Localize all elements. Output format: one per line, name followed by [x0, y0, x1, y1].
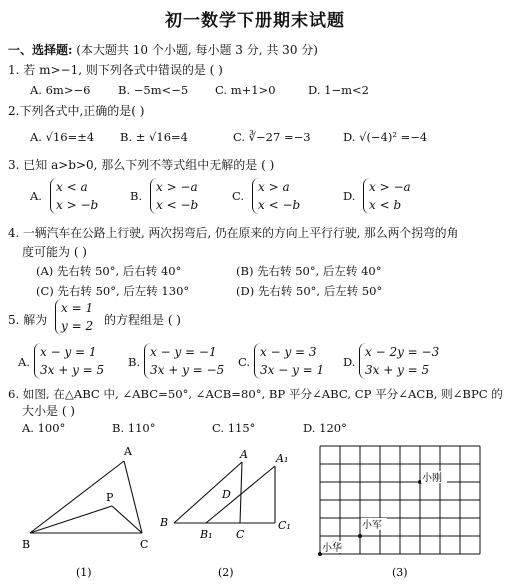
q6-stem-line2: 大小是 ( ) [22, 404, 75, 418]
q5-sol-line1: x = 1 [61, 301, 94, 315]
q3-option-a-system [50, 178, 98, 214]
q3-d-line1: x > −a [369, 180, 411, 194]
q4-option-b: (B) 先右转 50°, 后左转 40° [236, 264, 382, 278]
q3-d-line2: x < b [369, 198, 402, 212]
figure-3-grid [310, 440, 510, 584]
section-desc: (本大题共 10 个小题, 每小题 3 分, 共 30 分) [76, 43, 318, 57]
fig2-label-a1: A₁ [276, 452, 289, 465]
q3-b-line2: x < −b [156, 198, 199, 212]
fig2-side-ac [240, 462, 242, 523]
q1-stem: 1. 若 m>−1, 则下列各式中错误的是 ( ) [8, 63, 223, 77]
q6-option-c: C. 115° [212, 421, 256, 435]
q5-sol-line2: y = 2 [61, 319, 94, 333]
q5-b-line2: 3x + y = −5 [150, 363, 225, 377]
q3-c-line2: x < −b [258, 198, 301, 212]
q6-option-b: B. 110° [112, 421, 156, 435]
figure-1-triangle [0, 440, 160, 584]
fig1-segment-bp [30, 506, 112, 533]
fig2-label-b: B [160, 516, 169, 529]
fig1-caption: (1) [76, 566, 92, 579]
fig1-label-a: A [124, 445, 132, 458]
q2-option-a: A. √16=±4 [30, 130, 95, 144]
q3-a-line2: x > −b [56, 198, 99, 212]
q3-c-label: C. [232, 189, 245, 203]
fig2-label-c1: C₁ [278, 519, 291, 532]
fig1-label-p: P [106, 491, 114, 504]
q1-option-a: A. 6m>−6 [30, 83, 91, 97]
q5-a-line1: x − y = 1 [40, 345, 97, 359]
q1-option-d: D. 1−m<2 [308, 83, 369, 97]
fig2-label-d: D [222, 488, 231, 501]
q4-option-c: (C) 先右转 50°, 后左转 130° [36, 284, 190, 298]
q3-a-label: A. [30, 189, 42, 203]
fig3-point-xiaojun [358, 534, 362, 538]
q2-option-c: C. ∛−27 =−3 [233, 130, 311, 144]
fig1-label-b: B [22, 538, 31, 551]
fig1-segment-pc [112, 506, 142, 533]
q4-stem-line1: 4. 一辆汽车在公路上行驶, 两次拐弯后, 仍在原来的方向上平行行驶, 那么两个拐弯的角 [8, 226, 459, 240]
fig2-label-a: A [240, 448, 248, 461]
fig3-grid-lines [320, 446, 480, 554]
q5-b-line1: x − y = −1 [150, 345, 217, 359]
q5-d-line2: 3x + y = 5 [365, 363, 430, 377]
q2-stem: 2.下列各式中,正确的是( ) [8, 104, 145, 118]
q6-stem-line1: 6. 如图, 在△ABC 中, ∠ABC=50°, ∠ACB=80°, BP 平分∠ABC, CP 平分∠ACB, 则∠BPC 的 [8, 387, 503, 401]
q3-option-b-system [150, 178, 198, 214]
section-name: 一、选择题: [8, 43, 73, 57]
q3-stem: 3. 已知 a>b>0, 那么下列不等式组中无解的是 ( ) [8, 158, 275, 172]
q5-a-line2: 3x + y = 5 [40, 363, 105, 377]
q4-option-a: (A) 先右转 50°, 后右转 40° [36, 264, 182, 278]
q5-c-label: C. [238, 355, 251, 369]
q3-a-line1: x < a [56, 180, 88, 194]
q5-d-line1: x − 2y = −3 [365, 345, 440, 359]
figure-2-triangles [160, 440, 310, 584]
q5-option-a-system [34, 343, 104, 379]
q5-c-line2: 3x − y = 1 [260, 363, 325, 377]
q4-stem-line2: 度可能为 ( ) [22, 245, 87, 259]
q5-option-c-system [254, 343, 324, 379]
q5-solution-system [55, 299, 93, 335]
q2-option-b: B. ± √16=4 [120, 130, 188, 144]
q4-option-d: (D) 先右转 50°, 后左转 50° [236, 284, 383, 298]
q5-option-b-system [144, 343, 224, 379]
q3-option-d-system [363, 178, 411, 214]
q5-a-label: A. [18, 355, 30, 369]
q5-stem-pre: 5. 解为 [8, 313, 48, 327]
fig2-side-ba [174, 462, 242, 523]
page-title: 初一数学下册期末试题 [165, 11, 345, 31]
q1-option-c: C. m+1>0 [215, 83, 276, 97]
q6-option-a: A. 100° [22, 421, 66, 435]
q3-option-c-system [252, 178, 300, 214]
q3-d-label: D. [343, 189, 356, 203]
fig2-label-c: C [236, 528, 245, 541]
fig2-caption: (2) [218, 566, 234, 579]
q6-option-d: D. 120° [303, 421, 347, 435]
fig1-side-ac [124, 461, 142, 533]
fig3-label-xiaogang: 小刚 [422, 473, 442, 484]
q5-b-label: B. [128, 355, 141, 369]
q3-b-line1: x > −a [156, 180, 198, 194]
q5-stem-post: 的方程组是 ( ) [104, 313, 181, 327]
section-header [8, 41, 318, 58]
q1-option-b: B. −5m<−5 [118, 83, 189, 97]
fig3-caption: (3) [392, 566, 408, 579]
fig1-label-c: C [140, 538, 149, 551]
fig3-label-xiaohua: 小华 [322, 543, 342, 554]
q5-d-label: D. [343, 355, 356, 369]
fig3-label-xiaojun: 小军 [362, 520, 382, 531]
q5-c-line1: x − y = 3 [260, 345, 317, 359]
fig2-label-b1: B₁ [200, 528, 213, 541]
q5-option-d-system [359, 343, 439, 379]
q3-c-line1: x > a [258, 180, 290, 194]
q2-option-d: D. √(−4)² =−4 [343, 130, 428, 144]
q3-b-label: B. [130, 189, 143, 203]
